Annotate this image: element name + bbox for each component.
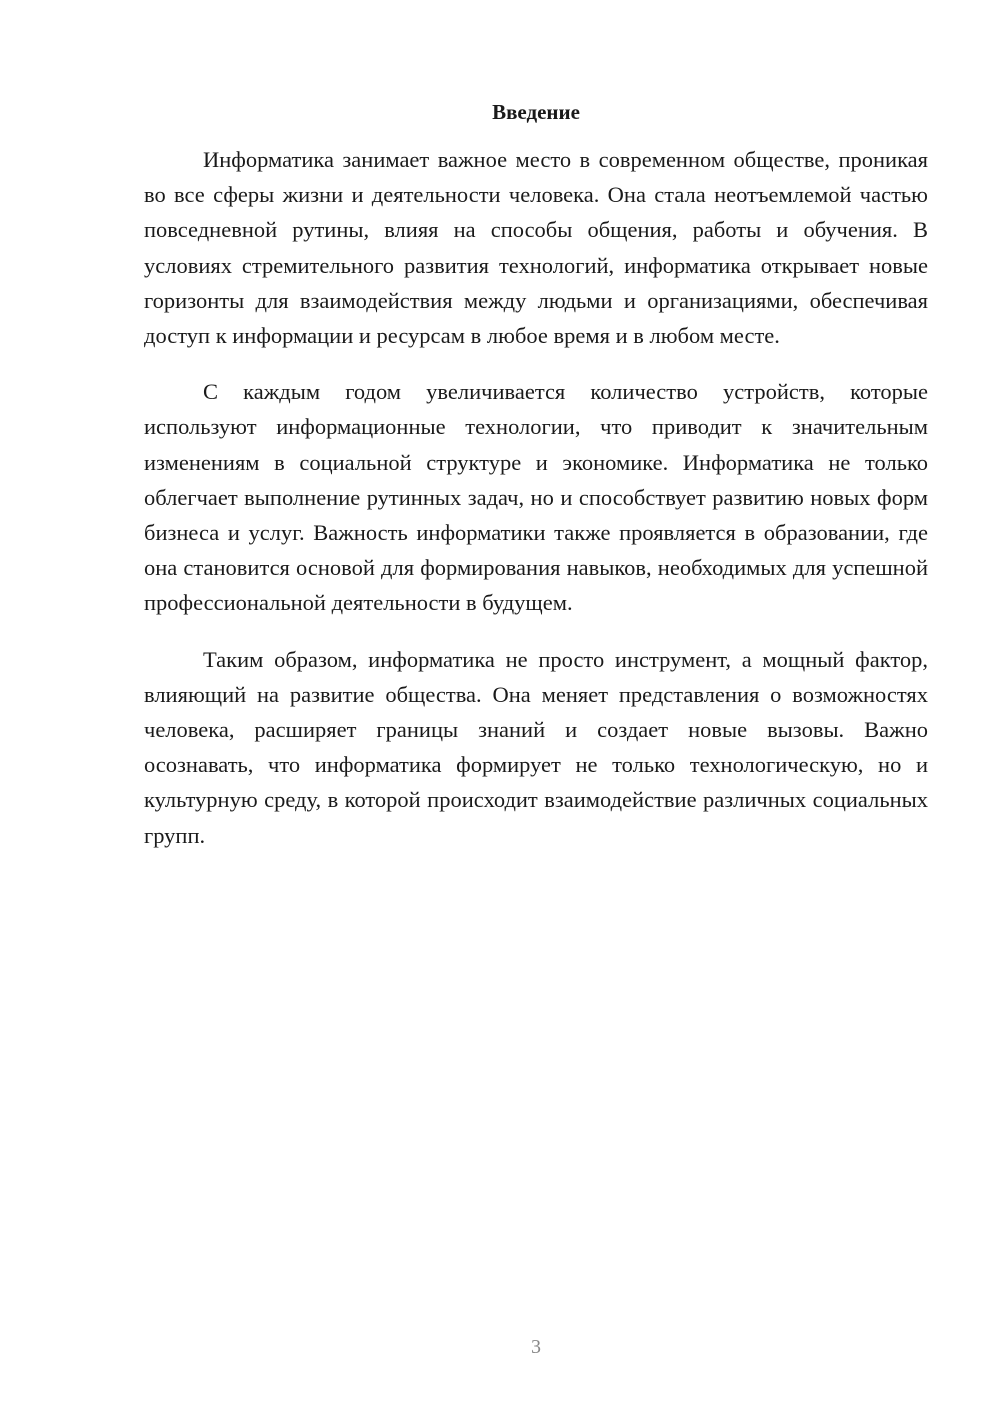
paragraph-3: Таким образом, информатика не просто инструмент, а мощный фактор, влияющий на развитие общества. Она меняет представления о возможностях человека, расширяет границы знаний и создает новые вызовы. Важно осознавать, что информатика формирует не только технологическую, но и культурную среду, в которой происходит взаимодействие различных социальных групп. (144, 646, 928, 848)
section-heading: Введение (492, 100, 580, 124)
page-number: 3 (531, 1336, 541, 1358)
paragraph-1: Информатика занимает важное место в современном обществе, проникая во все сферы жизни и деятельности человека. Она стала неотъемлемой частью повседневной рутины, влияя на способы общения, работы и обучения. В условиях стремительного развития технологий, информатика открывает новые горизонты для взаимодействия между людьми и организациями, обеспечивая доступ к информации и ресурсам в любое время и в любом месте. (144, 147, 928, 349)
body-text (144, 142, 928, 874)
paragraph-2: С каждым годом увеличивается количество устройств, которые используют информационные технологии, что приводит к значительным изменениям в социальной структуре и экономике. Информатика не только облегчает выполнение рутинных задач, но и способствует развитию новых форм бизнеса и услуг. Важность информатики также проявляется в образовании, где она становится основой для формирования навыков, необходимых для успешной профессиональной деятельности в будущем. (144, 379, 928, 616)
